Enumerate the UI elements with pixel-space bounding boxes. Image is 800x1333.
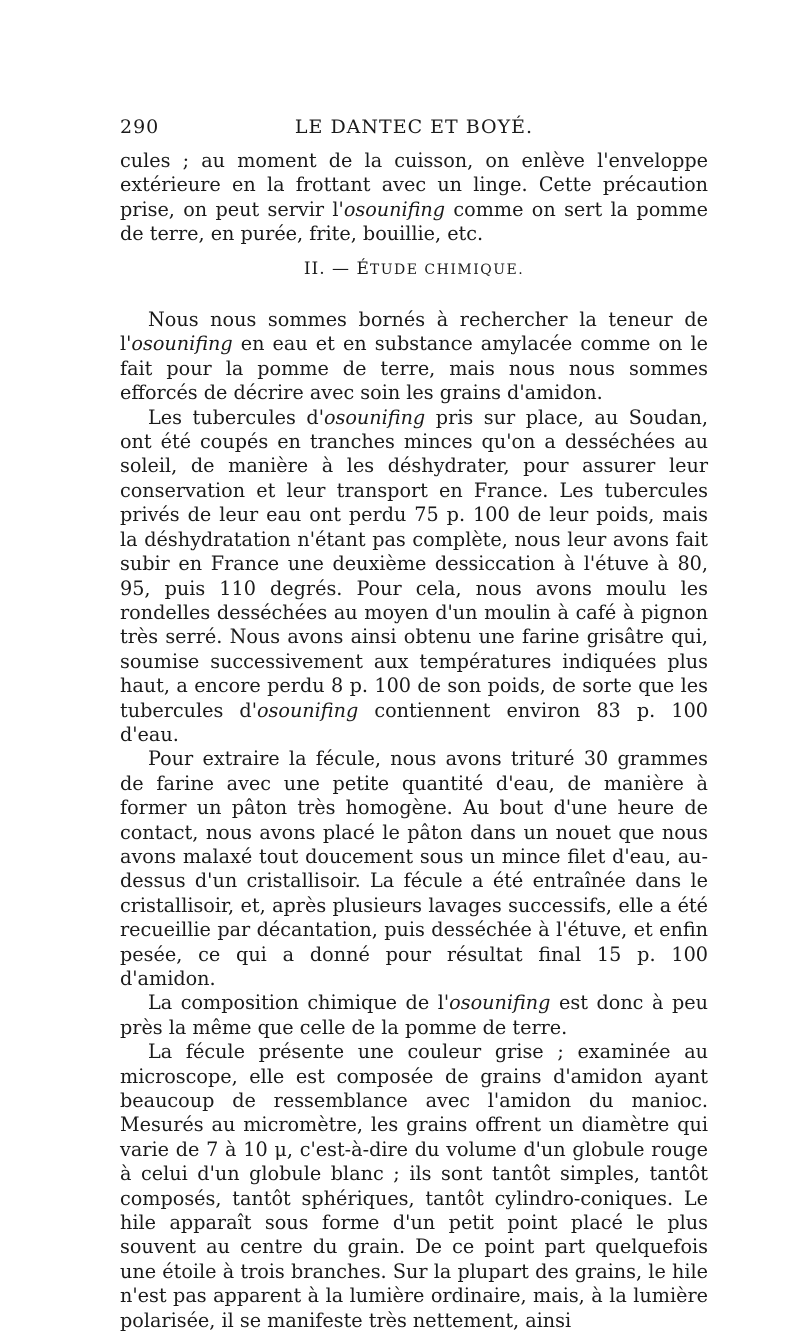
running-title: LE DANTEC ET BOYÉ.	[294, 116, 534, 138]
page-number: 290	[120, 116, 160, 138]
term-osounifing: osounifing	[343, 197, 446, 221]
paragraph-continued: cules ; au moment de la cuisson, on enlève l'enveloppe extérieure en la frottant avec un linge. Cette précaution prise, on peut servir l'osounifing comme on sert la pomme de terre, en purée, frite, bouillie, etc.	[120, 149, 708, 246]
term-osounifing: osounifing	[131, 332, 233, 356]
paragraph: La fécule présente une couleur grise ; examinée au microscope, elle est composée de grains d'amidon ayant beaucoup de ressemblance avec l'amidon du manioc. Mesurés au micromètre, les grains offrent un diamètre qui varie de 7 à 10 μ, c'est-à-dire du volume d'un globule rouge à celui d'un globule blanc ; ils sont tantôt simples, tantôt composés, tantôt sphériques, tantôt cylindro-coniques. Le hile apparaît sous forme d'un petit point placé le plus souvent au centre du grain. De ce point part quelquefois une étoile à trois branches. Sur la plupart des grains, le hile n'est pas apparent à la lumière ordinaire, mais, à la lumière polarisée, il se manifeste très nettement, ainsi	[120, 1040, 708, 1332]
paragraph: Nous nous sommes bornés à rechercher la teneur de l'osounifing en eau et en substance amylacée comme on le fait pour la pomme de terre, mais nous nous sommes efforcés de décrire avec soin les grains d'amidon.	[120, 308, 708, 405]
term-osounifing: osounifing	[449, 991, 551, 1015]
paragraph: La composition chimique de l'osounifing est donc à peu près la même que celle de la pomme de terre.	[120, 991, 709, 1039]
paragraph: Pour extraire la fécule, nous avons trituré 30 grammes de farine avec une petite quantité d'eau, de manière à former un pâton très homogène. Au bout d'une heure de contact, nous avons placé le pâton dans un nouet que nous avons malaxé tout doucement sous un mince filet d'eau, au-dessus d'un cristallisoir. La fécule a été entraînée dans le cristallisoir, et, après plusieurs lavages successifs, elle a été recueillie par décantation, puis desséchée à l'étuve, et enfin pesée, ce qui a donné pour résultat final 15 p. 100 d'amidon.	[120, 747, 708, 990]
section-number: II. — É	[303, 258, 370, 279]
section-title: TUDE CHIMIQUE.	[369, 261, 525, 278]
paragraph: Les tubercules d'osounifing pris sur place, au Soudan, ont été coupés en tranches minces qu'on a desséchées au soleil, de manière à les déshydrater, pour assurer leur conservation et leur transport en France. Les tubercules privés de leur eau ont perdu 75 p. 100 de leur poids, mais la déshydratation n'étant pas complète, nous leur avons fait subir en France une deuxième dessiccation à l'étuve à 80, 95, puis 110 degrés. Pour cela, nous avons moulu les rondelles desséchées au moyen d'un moulin à café à pignon très serré. Nous avons ainsi obtenu une farine grisâtre qui, soumise successivement aux températures indiquées plus haut, a encore perdu 8 p. 100 de son poids, de sorte que les tubercules d'osounifing contiennent environ 83 p. 100 d'eau.	[120, 405, 708, 746]
running-header	[120, 116, 708, 146]
section-heading	[120, 257, 708, 282]
section-spacer	[120, 294, 708, 308]
term-osounifing: osounifing	[257, 698, 359, 722]
body-text	[120, 149, 708, 1333]
term-osounifing: osounifing	[323, 405, 426, 429]
